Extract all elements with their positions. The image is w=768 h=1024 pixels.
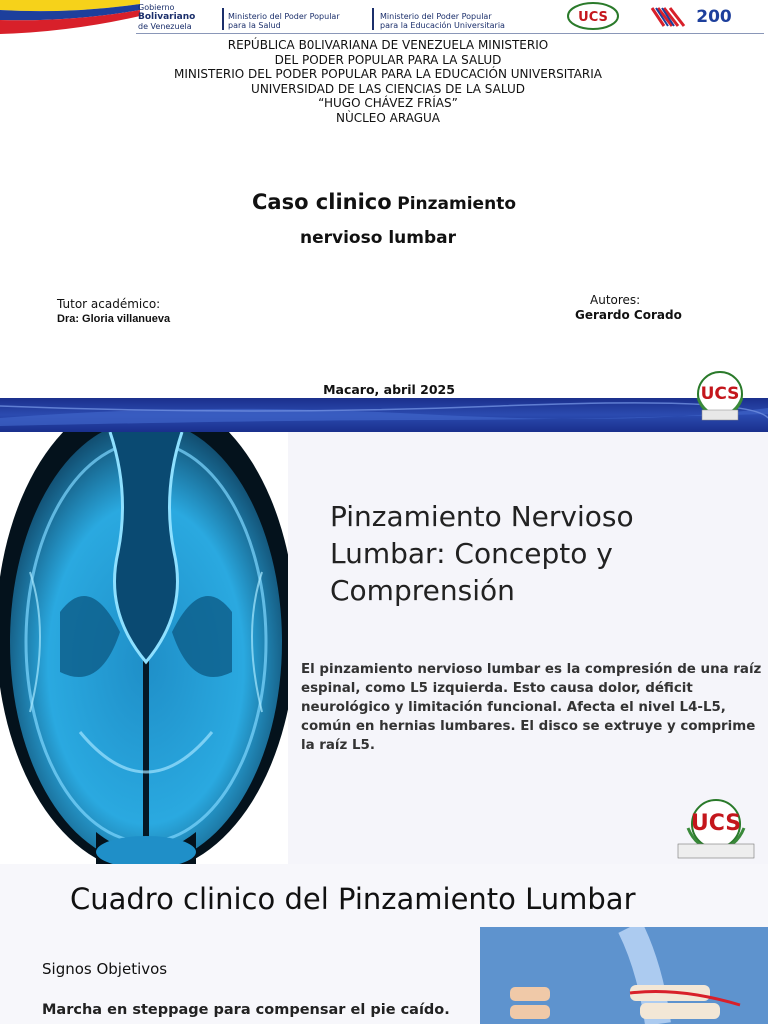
ucs-logo-text: UCS <box>690 811 742 836</box>
tutor-label: Tutor académico: <box>57 297 161 311</box>
clinical-slide <box>0 864 768 1024</box>
gov-line3: de Venezuela <box>138 22 192 31</box>
footer-band <box>0 398 768 432</box>
authors-label: Autores: <box>590 293 641 307</box>
spine-illustration <box>480 927 768 1024</box>
institution-header <box>0 38 768 126</box>
ministry2-line2: para la Educación Universitaria <box>380 21 505 30</box>
cover-title-line2: nervioso lumbar <box>300 228 456 248</box>
brain-mri-image <box>0 432 288 864</box>
institution-line: REPÚBLICA B0LIVARIANA DE VENEZUELA MINISTERIO <box>227 38 549 52</box>
divider <box>222 8 224 30</box>
institution-line: DEL PODER POPULAR PARA LA SALUD <box>274 52 502 67</box>
ucs-logo-text: UCS <box>700 384 740 404</box>
institution-line: MINISTERIO DEL PODER POPULAR PARA LA EDUCACIÓN UNIVERSITARIA <box>173 67 603 82</box>
concept-title: Pinzamiento Nervioso Lumbar: Concepto y Comprensión <box>330 500 634 607</box>
gov-line1: Gobierno <box>138 3 175 12</box>
clinical-sign-1: Marcha en steppage para compensar el pie caído. <box>42 1002 450 1018</box>
ucs-logo <box>684 370 756 424</box>
bicentennial-logo <box>650 4 750 30</box>
concept-slide <box>0 432 768 864</box>
cover-title <box>0 190 768 214</box>
ministry-health-text <box>228 12 340 30</box>
ucs-logo <box>668 798 764 860</box>
cover-slide <box>0 0 768 432</box>
institution-line: “HUGO CHÁVEZ FRÍAS” <box>318 96 458 111</box>
header-rule <box>136 33 764 34</box>
institution-line: NÙCLEO ARAGUA <box>335 110 440 125</box>
authors-name: Gerardo Corado <box>575 308 682 322</box>
ministry2-line1: Ministerio del Poder Popular <box>380 12 492 21</box>
concept-body: El pinzamiento nervioso lumbar es la compresión de una raíz espinal, como L5 izquierda. Esto causa dolor, déficit neurológico y limitación funcional. Afecta el nivel L4-L5, común en hernias lumbares. El disco se extruye y comprime la raíz L5. <box>301 662 762 753</box>
tutor-name: Dra: Gloria villanueva <box>57 313 171 325</box>
ucs-logo-small <box>566 2 620 30</box>
institution-line: UNIVERSIDAD DE LAS CIENCIAS DE LA SALUD <box>251 81 525 96</box>
government-logo-text <box>138 3 195 31</box>
bicentennial-text: 200 <box>696 7 732 27</box>
ucs-small-text: UCS <box>578 10 608 25</box>
cover-title-part2: Pinzamiento <box>397 194 516 214</box>
ministry1-line1: Ministerio del Poder Popular <box>228 12 340 21</box>
clinical-subtitle: Signos Objetivos <box>42 960 168 978</box>
cover-title-part1: Caso clinico <box>251 190 392 214</box>
gov-line2: Bolivariano <box>138 12 196 22</box>
clinical-title: Cuadro clinico del Pinzamiento Lumbar <box>70 882 636 916</box>
venezuela-flag-logo <box>0 0 140 36</box>
ministry-education-text <box>380 12 505 30</box>
ministry1-line2: para la Salud <box>228 21 281 30</box>
divider <box>372 8 374 30</box>
cover-date: Macaro, abril 2025 <box>323 382 455 397</box>
